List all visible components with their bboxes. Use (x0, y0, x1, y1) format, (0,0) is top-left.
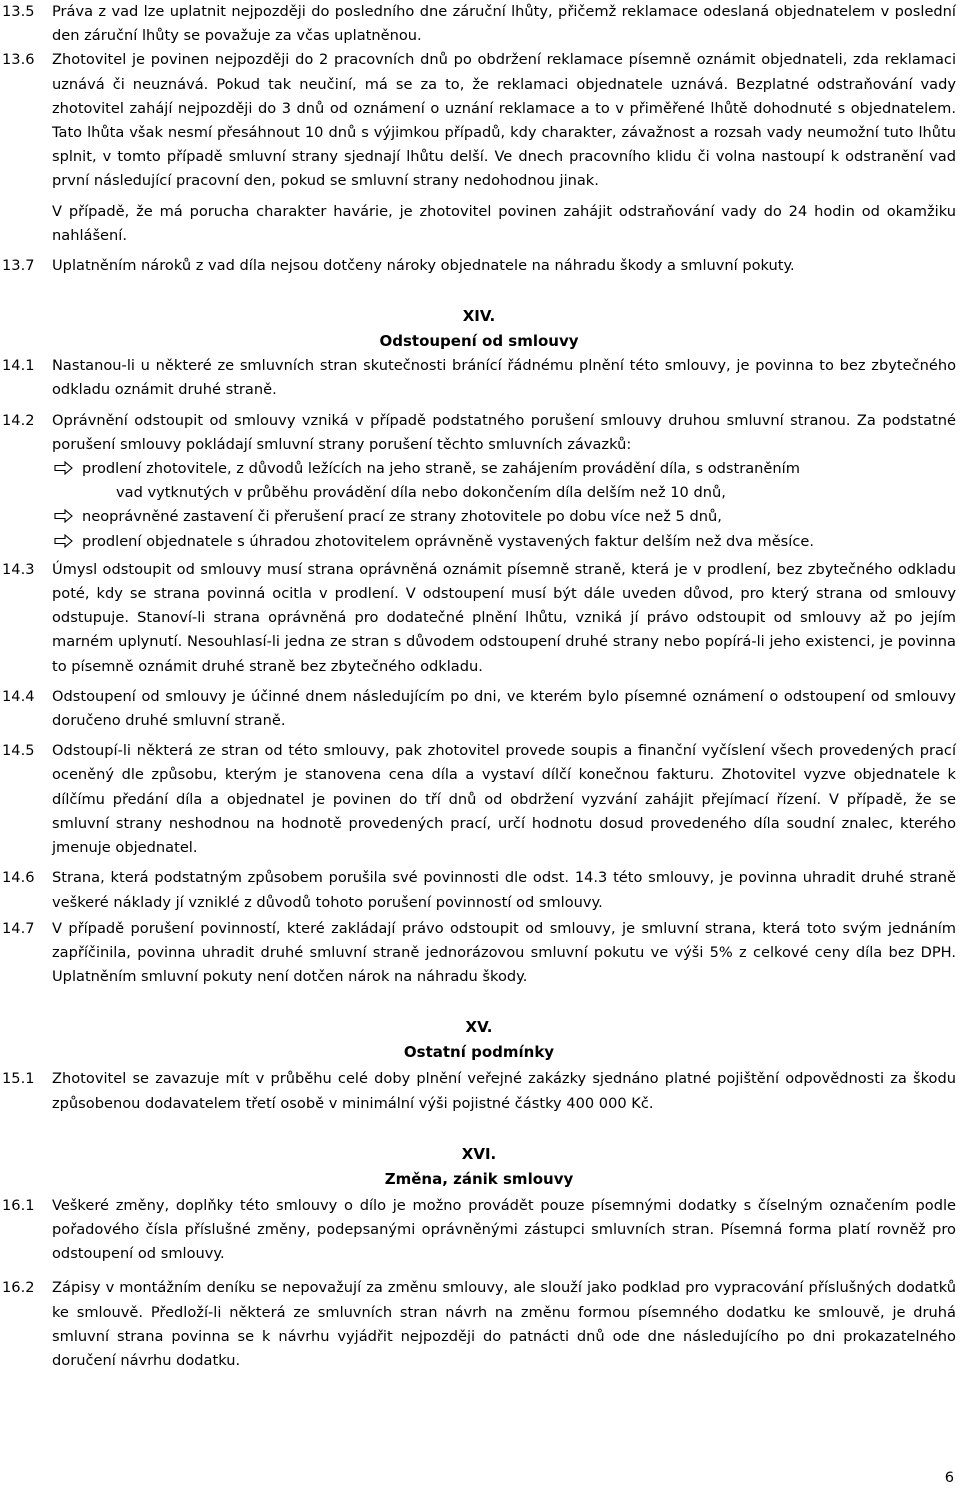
clause-text: Zhotovitel se zavazuje mít v průběhu celé doby plnění veřejné zakázky sjednáno platné pojištění odpovědnosti za škodu způsobenou dodavatelem třetí osobě v minimální výši pojistné částky 400 000 Kč. (52, 1070, 956, 1112)
arrow-icon (2, 505, 82, 529)
clause-number: 16.2 (2, 1279, 35, 1297)
clause-text: Nastanou-li u některé ze smluvních stran skutečnosti bránící řádnému plnění této smlouvy, je povinna to bez zbytečného odkladu oznámit druhé straně. (52, 357, 956, 399)
section-number-xvi: XVI. (461, 1144, 497, 1163)
clause-14-3 (2, 558, 956, 679)
clause-13-7 (2, 254, 956, 278)
clause-number: 14.5 (2, 742, 35, 760)
page-number: 6 (944, 1469, 954, 1486)
clause-number: 14.6 (2, 869, 35, 887)
clause-16-1 (2, 1194, 956, 1267)
section-number-xiv: XIV. (462, 307, 496, 326)
section-title-xiv: Odstoupení od smlouvy (379, 332, 579, 351)
bullet-item (2, 505, 956, 529)
bullet-text (82, 457, 956, 505)
clause-14-5 (2, 739, 956, 860)
bullet-text: neoprávněné zastavení či přerušení prací ze strany zhotovitele po dobu více než 5 dnů, (82, 508, 722, 526)
clause-14-7 (2, 917, 956, 990)
clause-15-1 (2, 1067, 956, 1115)
clause-14-2 (2, 409, 956, 457)
clause-number: 13.7 (2, 257, 35, 275)
bullet-item (2, 530, 956, 554)
clause-text: Strana, která podstatným způsobem porušila své povinnosti dle odst. 14.3 této smlouvy, je povinna uhradit druhé straně veškeré náklady jí vzniklé z důvodů tohoto porušení povinností od smlouvy. (52, 869, 956, 911)
clause-14-6 (2, 866, 956, 914)
clause-number: 14.1 (2, 357, 35, 375)
clause-text: Práva z vad lze uplatnit nejpozději do posledního dne záruční lhůty, přičemž reklamace odeslaná objednatelem v poslední den záruční lhůty se považuje za včas uplatněnou. (52, 3, 956, 45)
arrow-icon (2, 530, 82, 554)
clause-number: 15.1 (2, 1070, 35, 1088)
clause-number: 14.4 (2, 687, 35, 705)
clause-number: 16.1 (2, 1196, 35, 1214)
clause-16-2 (2, 1276, 956, 1373)
section-title-xvi: Změna, zánik smlouvy (384, 1169, 574, 1188)
clause-13-6 (2, 48, 956, 193)
bullet-line: vad vytknutých v průběhu provádění díla nebo dokončením díla delším než 10 dnů, (116, 484, 726, 502)
clause-text: Uplatněním nároků z vad díla nejsou dotčeny nároky objednatele na náhradu škody a smluvní pokuty. (52, 257, 795, 275)
clause-number: 13.5 (2, 3, 35, 20)
clause-text: Odstoupí-li některá ze stran od této smlouvy, pak zhotovitel provede soupis a finanční vyčíslení všech provedených prací oceněný dle způsobu, kterým je stanovena cena díla a vystaví dílčí konečnou fakturu. Zhotovitel vyzve objednatele k dílčímu předání díla a objednatel je povinen do tří dnů od obdržení vyzvání zahájit přejímací řízení. V případě, že se smluvní strany neshodnou na hodnotě provedených prací, určí hodnotu dosud provedeného díla soudní znalec, kterého jmenuje objednatel. (52, 742, 956, 857)
clause-number: 14.2 (2, 411, 35, 429)
bullet-line: prodlení zhotovitele, z důvodů ležících na jeho straně, se zahájením provádění díla, s odstraněním (82, 460, 800, 478)
clause-text: Úmysl odstoupit od smlouvy musí strana oprávněná oznámit písemně straně, která je v prodlení, bez zbytečného odkladu poté, kdy se strana povinná ocitla v prodlení. V odstoupení musí být dále uveden důvod, pro který strana od smlouvy odstupuje. Stanoví-li strana oprávněná pro dodatečné plnění lhůtu, vzniká jí právo odstoupit od smlouvy až po jejím marném uplynutí. Nesouhlasí-li jedna ze stran s důvodem odstoupení druhé strany nebo popírá-li jeho existenci, je povinna to písemně oznámit druhé straně bez zbytečného odkladu. (52, 560, 956, 675)
clause-14-4 (2, 685, 956, 733)
clause-number: 14.7 (2, 919, 35, 937)
clause-text: Zápisy v montážním deníku se nepovažují za změnu smlouvy, ale slouží jako podklad pro vypracování příslušných dodatků ke smlouvě. Předloží-li některá ze smluvních stran návrh na změnu formou písemného dodatku ke smlouvě, je druhá smluvní strana povinna se k návrhu vyjádřit nejpozději do patnácti dnů ode dne následujícího po dni prokazatelného doručení návrhu dodatku. (52, 1279, 956, 1369)
clause-13-5 (2, 0, 956, 48)
bullet-text: prodlení objednatele s úhradou zhotovitelem oprávněně vystavených faktur delším než dva měsíce. (82, 532, 814, 550)
bullet-item (2, 457, 956, 505)
clause-text: Odstoupení od smlouvy je účinné dnem následujícím po dni, ve kterém bylo písemné oznámení o odstoupení od smlouvy doručeno druhé smluvní straně. (52, 687, 956, 730)
section-title-xv: Ostatní podmínky (403, 1043, 555, 1062)
clause-14-1 (2, 354, 956, 402)
clause-number: 14.3 (2, 560, 35, 578)
clause-text: Zhotovitel je povinen nejpozději do 2 pracovních dnů po obdržení reklamace písemně oznámit objednateli, zda reklamaci uznává či neuznává. Pokud tak neučiní, má se za to, že reklamaci objednatele uznává. Bezplatné odstraňování vady zhotovitel zahájí nejpozději do 3 dnů od oznámení o uznání reklamace a to v přiměřené lhůtě dohodnuté s objednatelem. Tato lhůta však nesmí přesáhnout 10 dnů s výjimkou případů, kdy charakter, závažnost a rozsah vady neumožní tuto lhůtu splnit, v tomto případě smluvní strany sjednají lhůtu delší. Ve dnech pracovního klidu či volna nastoupí k odstranění vad první následující pracovní den, pokud se smluvní strany nedohodnou jinak. (52, 51, 956, 190)
clause-text: Veškeré změny, doplňky této smlouvy o dílo je možno provádět pouze písemnými dodatky s číselným označením podle pořadového čísla příslušné změny, podepsanými oprávněnými zástupci smluvních stran. Písemná forma platí rovněž pro odstoupení od smlouvy. (52, 1196, 956, 1263)
clause-13-6-continuation: V případě, že má porucha charakter havárie, je zhotovitel povinen zahájit odstraňování vady do 24 hodin od okamžiku nahlášení. (52, 202, 956, 244)
section-number-xv: XV. (465, 1018, 493, 1037)
clause-text: Oprávnění odstoupit od smlouvy vzniká v případě podstatného porušení smlouvy druhou smluvní stranou. Za podstatné porušení smlouvy pokládají smluvní strany porušení těchto smluvních závazků: (52, 411, 956, 453)
arrow-icon (2, 457, 82, 505)
clause-text: V případě porušení povinností, které zakládají právo odstoupit od smlouvy, je smluvní strana, která toto svým jednáním zapříčinila, povinna uhradit druhé smluvní straně jednorázovou smluvní pokutu ve výši 5% z celkové ceny díla bez DPH. Uplatněním smluvní pokuty není dotčen nárok na náhradu škody. (52, 919, 956, 986)
clause-number: 13.6 (2, 51, 35, 69)
